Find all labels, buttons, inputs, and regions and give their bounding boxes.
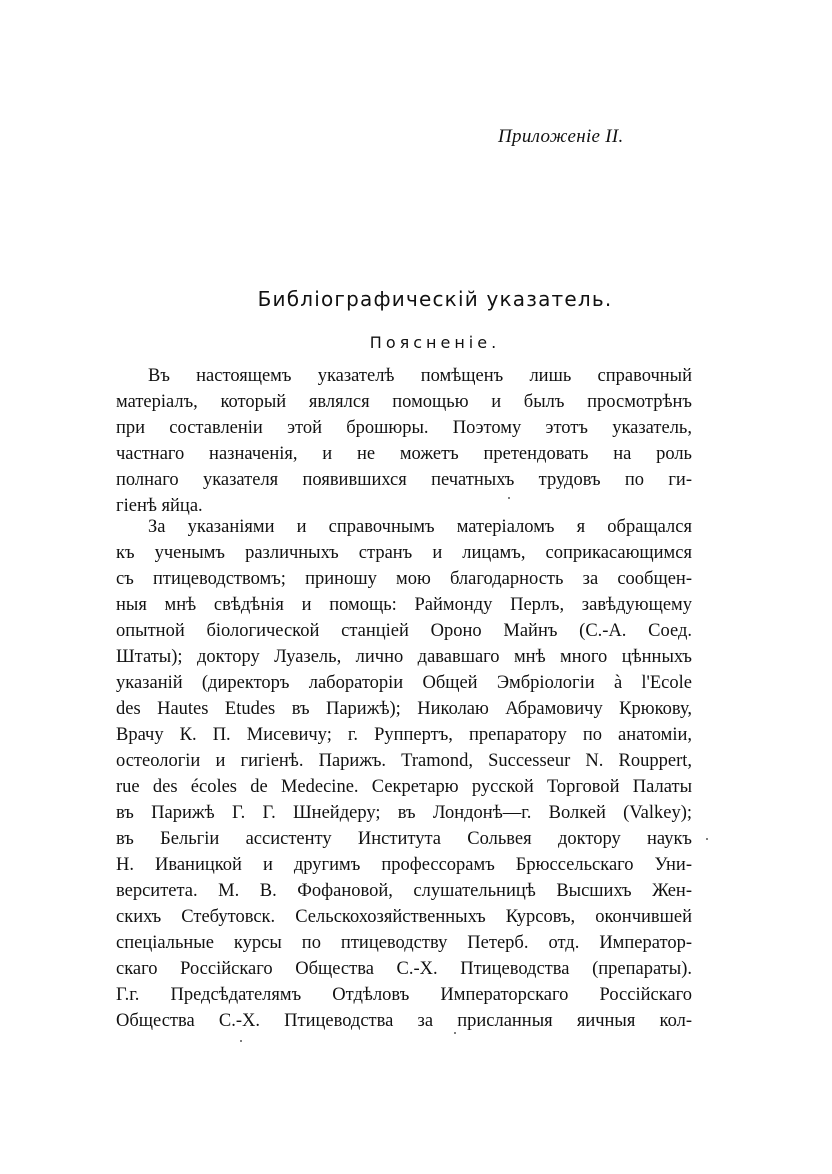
- text-line: полнаго указателя появившихся печатныхъ трудовъ по ги-: [116, 470, 692, 490]
- text-line: гіенѣ яйца.: [116, 496, 203, 516]
- scan-speck: [240, 1040, 242, 1042]
- text-line: частнаго назначенія, и не можетъ претендовать на роль: [116, 444, 692, 464]
- text-line: За указаніями и справочнымъ матеріаломъ я обращался: [148, 517, 692, 537]
- page-title: Библіографическій указатель.: [257, 287, 613, 311]
- text-line: въ Парижѣ Г. Г. Шнейдеру; въ Лондонѣ—г. Волкей (Valkey);: [116, 803, 692, 823]
- text-line: Врачу К. П. Мисевичу; г. Руппертъ, препаратору по анатоміи,: [116, 725, 692, 745]
- appendix-label: Приложеніе II.: [498, 126, 624, 147]
- text-line: rue des écoles de Medecine. Секретарю русской Торговой Палаты: [116, 777, 692, 797]
- scan-speck: [508, 497, 510, 499]
- text-line: при составленіи этой брошюры. Поэтому этотъ указатель,: [116, 418, 692, 438]
- text-line: опытной біологической станціей Ороно Майнъ (С.-А. Соед.: [116, 621, 692, 641]
- text-line: Штаты); доктору Луазель, лично дававшаго мнѣ много цѣнныхъ: [116, 647, 692, 667]
- text-line: верситета. М. В. Фофановой, слушательницѣ Высшихъ Жен-: [116, 881, 692, 901]
- text-line: скаго Россійскаго Общества С.-Х. Птицеводства (препараты).: [116, 959, 692, 979]
- text-line: Г.г. Предсѣдателямъ Отдѣловъ Императорскаго Россійскаго: [116, 985, 692, 1005]
- section-subtitle: Поясненіе.: [369, 333, 501, 352]
- text-line: указаній (директоръ лабораторіи Общей Эмбріологіи à l'Ecole: [116, 673, 692, 693]
- text-line: матеріалъ, который являлся помощью и былъ просмотрѣнъ: [116, 392, 692, 412]
- text-line: спеціальные курсы по птицеводству Петерб. отд. Император-: [116, 933, 692, 953]
- text-line: съ птицеводствомъ; приношу мою благодарность за сообщен-: [116, 569, 692, 589]
- text-line: Въ настоящемъ указателѣ помѣщенъ лишь справочный: [148, 366, 692, 386]
- text-line: къ ученымъ различныхъ странъ и лицамъ, соприкасающимся: [116, 543, 692, 563]
- text-line: Н. Иваницкой и другимъ профессорамъ Брюссельскаго Уни-: [116, 855, 692, 875]
- text-line: des Hautes Etudes въ Парижѣ); Николаю Абрамовичу Крюкову,: [116, 699, 692, 719]
- scan-speck: [454, 1032, 456, 1034]
- text-line: скихъ Стебутовск. Сельскохозяйственныхъ Курсовъ, окончившей: [116, 907, 692, 927]
- text-line: въ Бельгіи ассистенту Института Сольвея доктору наукъ: [116, 829, 692, 849]
- text-line: ныя мнѣ свѣдѣнія и помощь: Раймонду Перлъ, завѣдующему: [116, 595, 692, 615]
- text-line: Общества С.-Х. Птицеводства за присланныя яичныя кол-: [116, 1011, 692, 1031]
- text-line: остеологіи и гигіенѣ. Парижъ. Tramond, Successeur N. Rouppert,: [116, 751, 692, 771]
- scan-speck: [706, 838, 708, 840]
